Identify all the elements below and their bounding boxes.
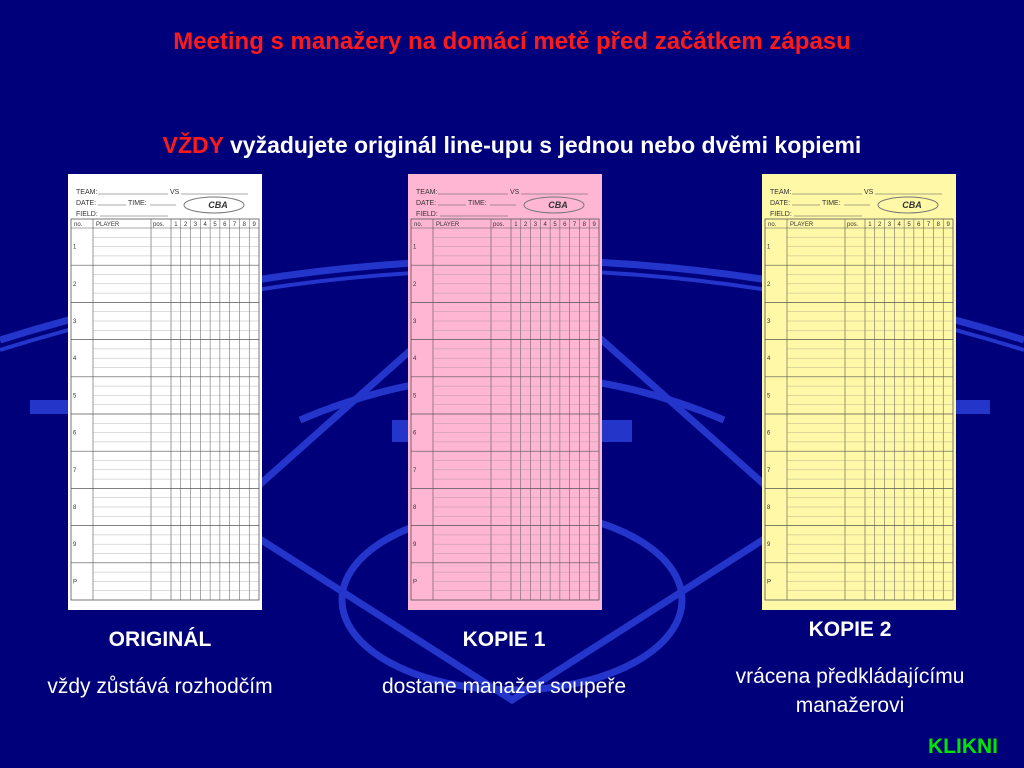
inning-header-2: 2 xyxy=(877,222,882,228)
row-number-7: 7 xyxy=(413,467,417,474)
sheet-vs-label: VS xyxy=(170,189,180,196)
sheet-time-label: TIME: xyxy=(128,200,147,207)
inning-header-3: 3 xyxy=(887,222,892,228)
row-number-9: 9 xyxy=(73,542,77,549)
inning-header-4: 4 xyxy=(897,222,901,228)
inning-header-7: 7 xyxy=(926,222,931,228)
row-number-6: 6 xyxy=(73,430,77,437)
sheet-date-label: DATE: xyxy=(770,200,791,207)
row-number-1: 1 xyxy=(73,244,77,251)
row-number-9: 9 xyxy=(767,542,771,549)
col-no-header: no. xyxy=(414,222,423,228)
sheet-field-label: FIELD: xyxy=(416,211,438,218)
row-number-7: 7 xyxy=(73,467,77,474)
row-number-1: 1 xyxy=(767,244,771,251)
row-number-5: 5 xyxy=(767,393,771,400)
sheet-team-label: TEAM: xyxy=(416,189,438,196)
row-number-4: 4 xyxy=(413,356,417,363)
inning-header-4: 4 xyxy=(543,222,547,228)
page-subtitle xyxy=(0,132,1024,159)
cba-logo-text: CBA xyxy=(902,200,922,210)
cba-logo-text: CBA xyxy=(548,200,568,210)
inning-header-2: 2 xyxy=(183,222,188,228)
lineup-sheet-kopie-2-drawing xyxy=(762,174,956,610)
row-number-7: 7 xyxy=(767,467,771,474)
row-number-P: P xyxy=(73,579,78,586)
row-number-2: 2 xyxy=(767,281,771,288)
col-pos-header: pos. xyxy=(493,222,505,228)
inning-header-2: 2 xyxy=(523,222,528,228)
sheet-vs-label: VS xyxy=(864,189,874,196)
lineup-sheet-kopie-1-drawing xyxy=(408,174,602,610)
row-number-9: 9 xyxy=(413,542,417,549)
inning-header-5: 5 xyxy=(907,222,911,228)
inning-header-7: 7 xyxy=(572,222,577,228)
page-title: Meeting s manažery na domácí metě před začátkem zápasu xyxy=(173,28,851,55)
row-number-6: 6 xyxy=(767,430,771,437)
caption-desc-original: vždy zůstává rozhodčím xyxy=(47,675,273,698)
sheet-time-label: TIME: xyxy=(468,200,487,207)
lineup-sheet-original-drawing xyxy=(68,174,262,610)
row-number-2: 2 xyxy=(413,281,417,288)
caption-desc-kopie-2: vrácena předkládajícímu manažerovi xyxy=(735,665,965,717)
sheet-field-label: FIELD: xyxy=(770,211,792,218)
col-player-header: PLAYER xyxy=(436,222,460,228)
inning-header-5: 5 xyxy=(553,222,557,228)
inning-header-4: 4 xyxy=(203,222,207,228)
row-number-4: 4 xyxy=(767,356,771,363)
lineup-sheet-original xyxy=(68,174,262,610)
col-no-header: no. xyxy=(74,222,83,228)
cba-logo-text: CBA xyxy=(208,200,228,210)
inning-header-9: 9 xyxy=(946,222,950,228)
subtitle-highlight: VŽDY xyxy=(162,132,224,158)
col-player-header: PLAYER xyxy=(790,222,814,228)
row-number-2: 2 xyxy=(73,281,77,288)
inning-header-3: 3 xyxy=(533,222,538,228)
inning-header-8: 8 xyxy=(936,222,941,228)
caption-heading-kopie-2: KOPIE 2 xyxy=(808,618,892,641)
sheet-vs-label: VS xyxy=(510,189,520,196)
inning-header-6: 6 xyxy=(917,222,921,228)
sheet-date-label: DATE: xyxy=(76,200,97,207)
caption-desc-kopie-1: dostane manažer soupeře xyxy=(382,675,626,698)
row-number-1: 1 xyxy=(413,244,417,251)
sheet-team-label: TEAM: xyxy=(770,189,792,196)
inning-header-5: 5 xyxy=(213,222,217,228)
inning-header-3: 3 xyxy=(193,222,198,228)
inning-header-9: 9 xyxy=(252,222,256,228)
row-number-3: 3 xyxy=(413,319,417,325)
caption-heading-kopie-1: KOPIE 1 xyxy=(462,628,546,651)
col-pos-header: pos. xyxy=(153,222,165,228)
row-number-5: 5 xyxy=(413,393,417,400)
lineup-sheet-kopie-1 xyxy=(408,174,602,610)
inning-header-6: 6 xyxy=(563,222,567,228)
sheet-field-label: FIELD: xyxy=(76,211,98,218)
inning-header-1: 1 xyxy=(174,222,178,228)
inning-header-8: 8 xyxy=(242,222,247,228)
sheet-date-label: DATE: xyxy=(416,200,437,207)
row-number-8: 8 xyxy=(767,505,771,511)
inning-header-6: 6 xyxy=(223,222,227,228)
row-number-8: 8 xyxy=(73,505,77,511)
inning-header-9: 9 xyxy=(592,222,596,228)
row-number-8: 8 xyxy=(413,505,417,511)
row-number-P: P xyxy=(767,579,772,586)
row-number-5: 5 xyxy=(73,393,77,400)
row-number-3: 3 xyxy=(767,319,771,325)
subtitle-text: vyžadujete originál line-upu s jednou nebo dvěmi kopiemi xyxy=(230,132,862,158)
klikni-link[interactable]: KLIKNI xyxy=(928,735,998,758)
row-number-6: 6 xyxy=(413,430,417,437)
lineup-sheet-kopie-2 xyxy=(762,174,956,610)
col-pos-header: pos. xyxy=(847,222,859,228)
caption-heading-original: ORIGINÁL xyxy=(108,628,212,651)
sheet-team-label: TEAM: xyxy=(76,189,98,196)
row-number-4: 4 xyxy=(73,356,77,363)
sheet-time-label: TIME: xyxy=(822,200,841,207)
col-player-header: PLAYER xyxy=(96,222,120,228)
col-no-header: no. xyxy=(768,222,777,228)
row-number-P: P xyxy=(413,579,418,586)
row-number-3: 3 xyxy=(73,319,77,325)
inning-header-1: 1 xyxy=(514,222,518,228)
inning-header-1: 1 xyxy=(868,222,872,228)
inning-header-8: 8 xyxy=(582,222,587,228)
inning-header-7: 7 xyxy=(232,222,237,228)
